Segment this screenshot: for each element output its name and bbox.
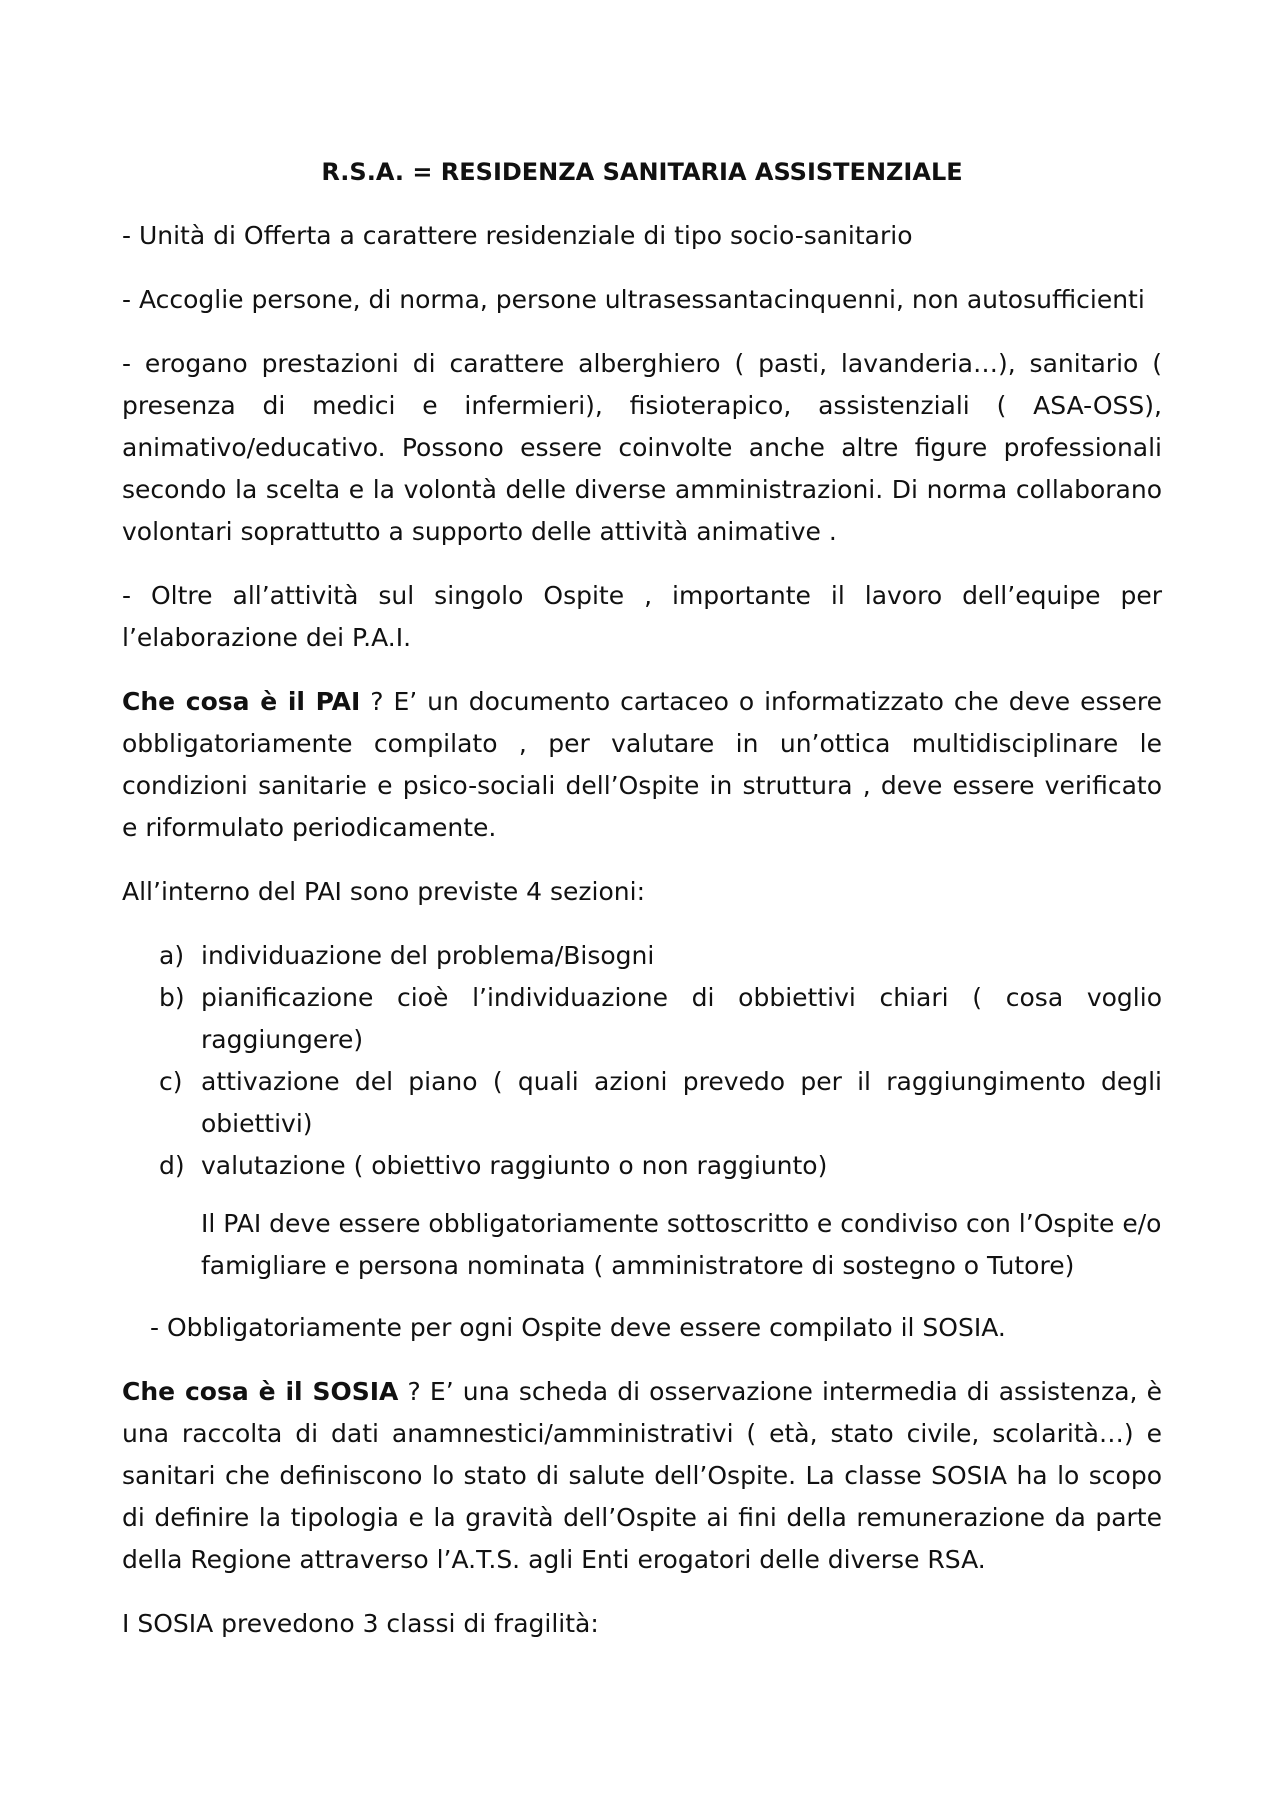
pai-sections-list xyxy=(122,935,1162,1187)
list-item-text: individuazione del problema/Bisogni xyxy=(201,941,655,970)
paragraph-pai-question xyxy=(122,681,1162,849)
list-marker: b) xyxy=(159,983,185,1012)
list-marker: c) xyxy=(159,1067,183,1096)
paragraph-sosia-question xyxy=(122,1371,1162,1581)
document-body xyxy=(122,151,1162,1667)
list-marker: d) xyxy=(159,1151,185,1180)
document-title: R.S.A. = RESIDENZA SANITARIA ASSISTENZIALE xyxy=(321,158,963,186)
list-marker: a) xyxy=(159,941,185,970)
paragraph-equipe: - Oltre all’attività sul singolo Ospite , importante il lavoro dell’equipe per l’elaborazione dei P.A.I. xyxy=(122,581,1162,652)
pai-question-heading: Che cosa è il PAI xyxy=(122,687,361,716)
list-item xyxy=(122,1145,1162,1187)
list-item-text: valutazione ( obiettivo raggiunto o non raggiunto) xyxy=(201,1151,828,1180)
list-item xyxy=(122,1061,1162,1145)
paragraph-prestazioni: - erogano prestazioni di carattere alberghiero ( pasti, lavanderia…), sanitario ( presenza di medici e infermieri), fisioterapico, assistenziali ( ASA-OSS), animativo/educativo. Possono essere coinvolte anche altre figure professionali secondo la scelta e la volontà delle diverse amministrazioni. Di norma collaborano volontari soprattutto a supporto delle attività animative . xyxy=(122,349,1162,546)
paragraph-accoglie: - Accoglie persone, di norma, persone ultrasessantacinquenni, non autosufficienti xyxy=(122,285,1145,314)
paragraph-sosia-required: - Obbligatoriamente per ogni Ospite deve essere compilato il SOSIA. xyxy=(150,1313,1006,1342)
pai-signature-note: Il PAI deve essere obbligatoriamente sottoscritto e condiviso con l’Ospite e/o famigliare e persona nominata ( amministratore di sostegno o Tutore) xyxy=(201,1209,1162,1280)
list-item xyxy=(122,977,1162,1061)
paragraph-sosia-classes-intro: I SOSIA prevedono 3 classi di fragilità: xyxy=(122,1609,599,1638)
sosia-question-heading: Che cosa è il SOSIA xyxy=(122,1377,399,1406)
pai-question-text: ? E’ un documento cartaceo o informatizzato che deve essere obbligatoriamente compilato , per valutare in un’ottica multidisciplinare le condizioni sanitarie e psico-sociali dell’Ospite in struttura , deve essere verificato e riformulato periodicamente. xyxy=(122,687,1162,842)
sosia-question-text: ? E’ una scheda di osservazione intermedia di assistenza, è una raccolta di dati anamnestici/amministrativi ( età, stato civile, scolarità…) e sanitari che definiscono lo stato di salute dell’Ospite. La classe SOSIA ha lo scopo di definire la tipologia e la gravità dell’Ospite ai fini della remunerazione da parte della Regione attraverso l’A.T.S. agli Enti erogatori delle diverse RSA. xyxy=(122,1377,1162,1574)
list-item xyxy=(122,935,1162,977)
list-item-text: attivazione del piano ( quali azioni prevedo per il raggiungimento degli obiettivi) xyxy=(201,1067,1162,1138)
paragraph-unita-offerta: - Unità di Offerta a carattere residenziale di tipo socio-sanitario xyxy=(122,221,913,250)
paragraph-pai-sections-intro: All’interno del PAI sono previste 4 sezioni: xyxy=(122,877,645,906)
list-item-text: pianificazione cioè l’individuazione di obbiettivi chiari ( cosa voglio raggiungere) xyxy=(201,983,1162,1054)
